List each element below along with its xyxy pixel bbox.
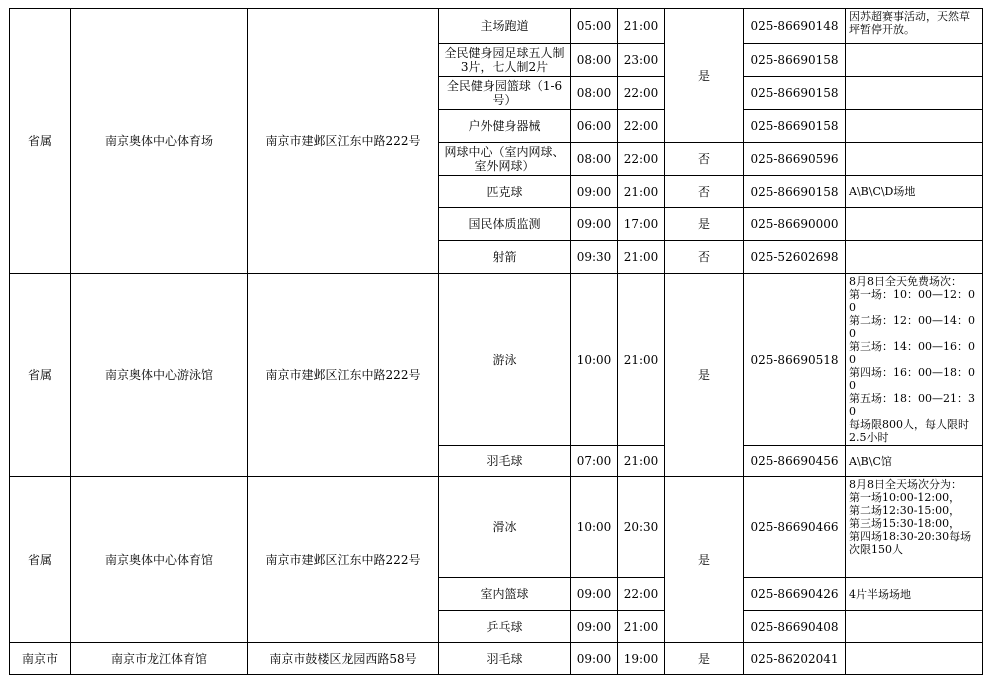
close-time-cell: 23:00 [618, 44, 665, 77]
note-line: 第五场：18：00—21：30 [849, 392, 975, 418]
close-time-cell: 22:00 [618, 110, 665, 143]
phone-cell: 025-86690408 [744, 611, 846, 643]
item-cell: 滑冰 [439, 477, 571, 578]
free-cell: 是 [665, 208, 744, 241]
free-cell: 否 [665, 143, 744, 176]
note-cell: 因苏超赛事活动，天然草坪暂停开放。 [846, 9, 983, 44]
item-cell: 乒乓球 [439, 611, 571, 643]
close-time-cell: 22:00 [618, 77, 665, 110]
venue-cell: 南京奥体中心游泳馆 [71, 274, 248, 477]
item-cell: 羽毛球 [439, 446, 571, 477]
phone-cell: 025-86690158 [744, 77, 846, 110]
phone-cell: 025-86690466 [744, 477, 846, 578]
phone-cell: 025-86202041 [744, 643, 846, 675]
note-cell [846, 477, 983, 578]
phone-cell: 025-86690456 [744, 446, 846, 477]
note-line: 8月8日全天场次分为： [849, 478, 962, 491]
note-cell [846, 643, 983, 675]
free-cell: 否 [665, 241, 744, 274]
open-time-cell: 06:00 [571, 110, 618, 143]
free-cell: 是 [665, 9, 744, 143]
close-time-cell: 21:00 [618, 446, 665, 477]
close-time-cell: 22:00 [618, 578, 665, 611]
open-time-cell: 08:00 [571, 143, 618, 176]
address-cell: 南京市建邺区江东中路222号 [248, 477, 439, 643]
venue-cell: 南京奥体中心体育场 [71, 9, 248, 274]
close-time-cell: 21:00 [618, 274, 665, 446]
close-time-cell: 17:00 [618, 208, 665, 241]
close-time-cell: 21:00 [618, 176, 665, 208]
phone-cell: 025-86690000 [744, 208, 846, 241]
note-line: 8月8日全天免费场次： [849, 275, 962, 288]
open-time-cell: 08:00 [571, 44, 618, 77]
table-row [10, 643, 983, 675]
open-time-cell: 07:00 [571, 446, 618, 477]
address-cell: 南京市建邺区江东中路222号 [248, 274, 439, 477]
phone-cell: 025-86690158 [744, 110, 846, 143]
open-time-cell: 09:00 [571, 176, 618, 208]
note-cell [846, 241, 983, 274]
venue-cell: 南京奥体中心体育馆 [71, 477, 248, 643]
note-line: 每场限800人，每人限时2.5小时 [849, 418, 969, 444]
venue-schedule-table [9, 8, 983, 675]
item-cell: 全民健身园篮球（1-6号） [439, 77, 571, 110]
item-cell: 国民体质监测 [439, 208, 571, 241]
close-time-cell: 21:00 [618, 9, 665, 44]
item-cell: 射箭 [439, 241, 571, 274]
item-cell: 匹克球 [439, 176, 571, 208]
item-cell: 游泳 [439, 274, 571, 446]
note-cell [846, 44, 983, 77]
note-line: 第四场：16：00—18：00 [849, 366, 975, 392]
note-line: 第一场：10：00—12：00 [849, 288, 975, 314]
item-cell: 网球中心（室内网球、室外网球） [439, 143, 571, 176]
phone-cell: 025-86690148 [744, 9, 846, 44]
open-time-cell: 09:00 [571, 208, 618, 241]
venue-cell: 南京市龙江体育馆 [71, 643, 248, 675]
level-cell: 南京市 [10, 643, 71, 675]
phone-cell: 025-86690158 [744, 176, 846, 208]
note-cell: A\B\C馆 [846, 446, 983, 477]
note-cell: 4片半场场地 [846, 578, 983, 611]
note-line: 第一场10:00-12:00， [849, 491, 961, 504]
note-cell [846, 274, 983, 446]
open-time-cell: 10:00 [571, 477, 618, 578]
note-cell: A\B\C\D场地 [846, 176, 983, 208]
phone-cell: 025-86690158 [744, 44, 846, 77]
free-cell: 否 [665, 176, 744, 208]
close-time-cell: 19:00 [618, 643, 665, 675]
phone-cell: 025-86690518 [744, 274, 846, 446]
open-time-cell: 08:00 [571, 77, 618, 110]
phone-cell: 025-86690596 [744, 143, 846, 176]
item-cell: 全民健身园足球五人制3片，七人制2片 [439, 44, 571, 77]
free-cell: 是 [665, 274, 744, 477]
close-time-cell: 21:00 [618, 241, 665, 274]
close-time-cell: 21:00 [618, 611, 665, 643]
close-time-cell: 20:30 [618, 477, 665, 578]
table-row [10, 9, 983, 44]
open-time-cell: 09:00 [571, 643, 618, 675]
address-cell: 南京市鼓楼区龙园西路58号 [248, 643, 439, 675]
note-line: 第二场12:30-15:00， [849, 504, 961, 517]
open-time-cell: 09:30 [571, 241, 618, 274]
item-cell: 室内篮球 [439, 578, 571, 611]
address-cell: 南京市建邺区江东中路222号 [248, 9, 439, 274]
item-cell: 主场跑道 [439, 9, 571, 44]
note-line: 第三场15:30-18:00， [849, 517, 961, 530]
phone-cell: 025-52602698 [744, 241, 846, 274]
open-time-cell: 09:00 [571, 611, 618, 643]
item-cell: 户外健身器械 [439, 110, 571, 143]
note-cell [846, 110, 983, 143]
level-cell: 省属 [10, 274, 71, 477]
note-cell [846, 611, 983, 643]
note-line: 第三场：14：00—16：00 [849, 340, 975, 366]
item-cell: 羽毛球 [439, 643, 571, 675]
note-line: 第四场18:30-20:30每场次限150人 [849, 530, 972, 556]
note-line: 第二场：12：00—14：00 [849, 314, 975, 340]
free-cell: 是 [665, 643, 744, 675]
open-time-cell: 05:00 [571, 9, 618, 44]
note-cell [846, 77, 983, 110]
free-cell: 是 [665, 477, 744, 643]
table-row [10, 274, 983, 446]
phone-cell: 025-86690426 [744, 578, 846, 611]
open-time-cell: 10:00 [571, 274, 618, 446]
level-cell: 省属 [10, 9, 71, 274]
close-time-cell: 22:00 [618, 143, 665, 176]
table-row [10, 477, 983, 578]
note-cell [846, 208, 983, 241]
level-cell: 省属 [10, 477, 71, 643]
note-cell [846, 143, 983, 176]
open-time-cell: 09:00 [571, 578, 618, 611]
